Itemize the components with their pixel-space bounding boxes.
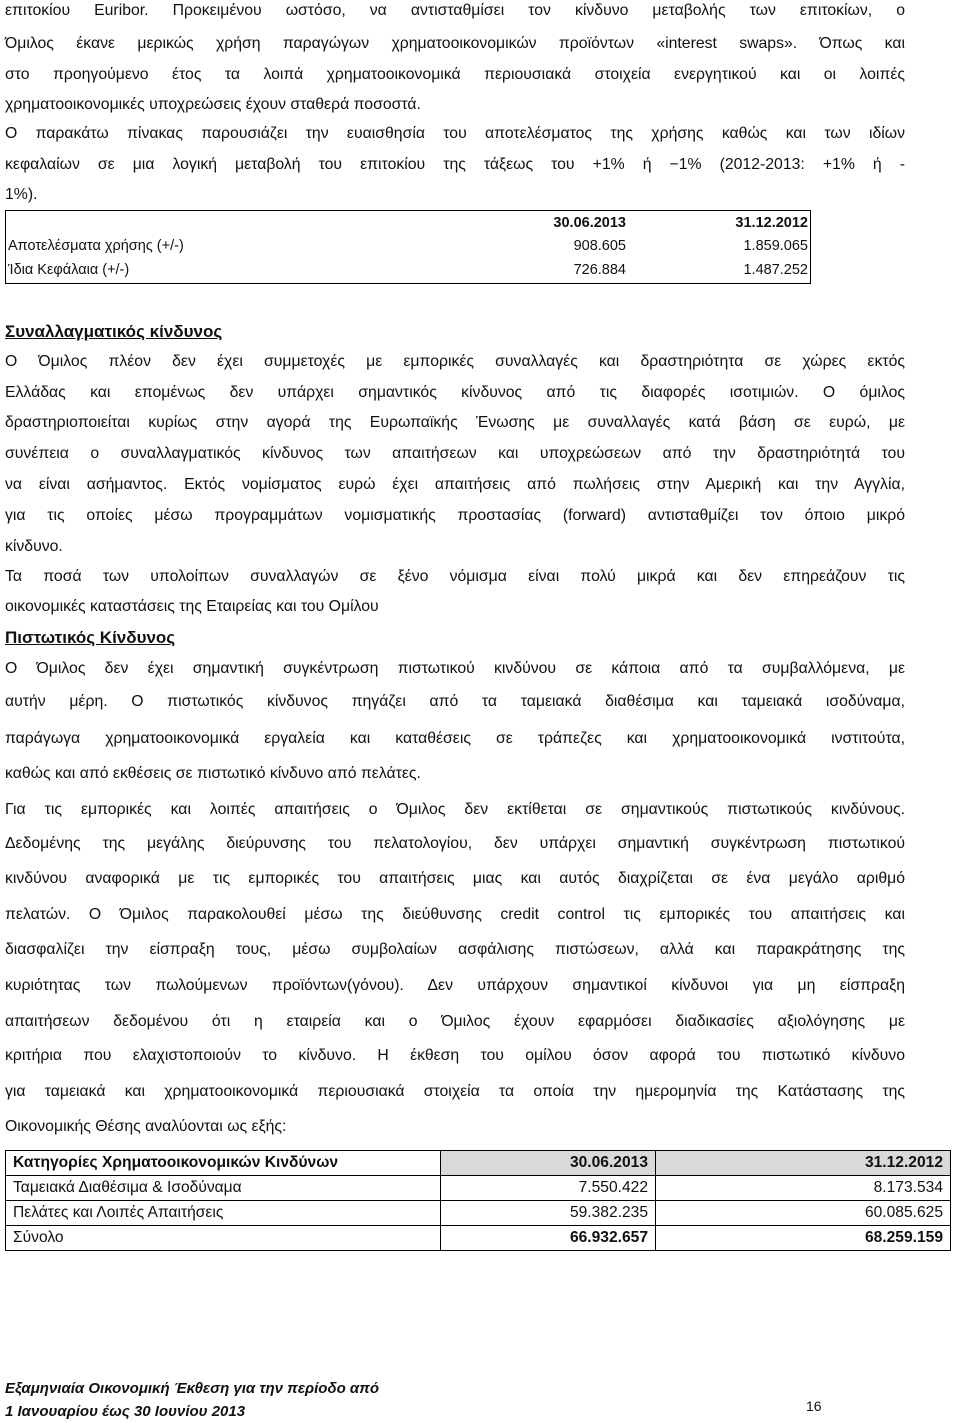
paragraph-line: Ο παρακάτω πίνακας παρουσιάζει την ευαισθησία του αποτελέσματος της χρήσης καθώς και των ιδίων — [5, 125, 905, 142]
paragraph-line: καθώς και από εκθέσεις σε πιστωτικό κίνδυνο από πελάτες. — [5, 765, 421, 782]
paragraph-line: συνέπεια ο συναλλαγματικός κίνδυνος των απαιτήσεων και υποχρεώσεων από την δραστηριότητά του — [5, 445, 905, 462]
paragraph-line: παράγωγα χρηματοοικονομικά εργαλεία και καταθέσεις σε τράπεζες και χρηματοοικονομικά ινστιτούτα, — [5, 730, 905, 747]
paragraph-line: στο προηγούμενο έτος τα λοιπά χρηματοοικονομικά περιουσιακά στοιχεία ενεργητικού και οι λοιπές — [5, 66, 905, 83]
paragraph-line: Ο Όμιλος πλέον δεν έχει συμμετοχές με εμπορικές συναλλαγές και δραστηριότητα σε χώρες εκτός — [5, 353, 905, 370]
cell-value: 908.605 — [573, 238, 626, 254]
paragraph-line: χρηματοοικονομικές υποχρεώσεις έχουν σταθερά ποσοστά. — [5, 96, 421, 113]
paragraph-line: διασφαλίζει την είσπραξη τους, μέσω συμβολαίων ασφάλισης πιστώσεων, αλλά και παρακράτησης της — [5, 941, 905, 958]
table-row — [6, 259, 810, 281]
section-title-credit-risk: Πιστωτικός Κίνδυνος — [5, 628, 176, 647]
cell-value: 1.487.252 — [743, 262, 808, 278]
paragraph-line: Ο Όμιλος δεν έχει σημαντική συγκέντρωση πιστωτικού κινδύνου σε κάποια από τα συμβαλλόμενα, με — [5, 660, 905, 677]
column-header: 30.06.2013 — [441, 1151, 656, 1176]
paragraph-line: να είναι ασήμαντος. Εκτός νομίσματος ευρώ έχει απαιτήσεις από πωλήσεις στην Αμερική και την Αγγλία, — [5, 476, 905, 493]
paragraph-line: επιτοκίου Euribor. Προκειμένου ωστόσο, να αντισταθμίσει τον κίνδυνο μεταβολής των επιτοκίων, ο — [5, 2, 905, 19]
risk-categories-table — [5, 1150, 951, 1251]
table-row — [6, 1201, 951, 1226]
footer-report-period: 1 Ιανουαρίου έως 30 Ιουνίου 2013 — [5, 1403, 246, 1420]
table-row — [6, 235, 810, 257]
paragraph-line: δραστηριοποιείται κυρίως στην αγορά της Ευρωπαϊκής Ένωσης με συναλλαγές κατά βάση σε ευρώ, με — [5, 414, 905, 431]
cell-value: 7.550.422 — [441, 1176, 656, 1201]
paragraph-line: πελατών. Ο Όμιλος παρακολουθεί μέσω της διεύθυνσης credit control τις εμπορικές του απαιτήσεις και — [5, 906, 905, 923]
cell-value: 59.382.235 — [441, 1201, 656, 1226]
paragraph-line: αυτήν μέρη. Ο πιστωτικός κίνδυνος πηγάζει από τα ταμειακά διαθέσιμα και ταμειακά ισοδύναμα, — [5, 693, 905, 710]
cell-value: 726.884 — [573, 262, 626, 278]
table-total-row — [6, 1226, 951, 1251]
cell-value: 68.259.159 — [656, 1226, 951, 1251]
row-label: Πελάτες και Λοιπές Απαιτήσεις — [6, 1201, 441, 1226]
paragraph-line: κυριότητας των πωλούμενων προϊόντων(γόνου). Δεν υπάρχουν σημαντικοί κίνδυνοι για μη είσπραξη — [5, 977, 905, 994]
paragraph-line: Όμιλος έκανε μερικώς χρήση παραγώγων χρηματοοικονομικών προϊόντων «interest swaps». Όπως και — [5, 35, 905, 52]
cell-value: 66.932.657 — [441, 1226, 656, 1251]
paragraph-line: απαιτήσεων δεδομένου ότι η εταιρεία και ο Όμιλος έχουν εφαρμόσει διαδικασίες αξιολόγησης με — [5, 1013, 905, 1030]
table-header-row — [6, 212, 810, 234]
page-number: 16 — [806, 1398, 822, 1414]
paragraph-line: Τα ποσά των υπολοίπων συναλλαγών σε ξένο νόμισμα είναι πολύ μικρά και δεν επηρεάζουν τις — [5, 568, 905, 585]
paragraph-line: οικονομικές καταστάσεις της Εταιρείας και του Ομίλου — [5, 598, 379, 615]
paragraph-line: Ελλάδας και επομένως δεν υπάρχει σημαντικός κίνδυνος από τις διαφορές ισοτιμιών. Ο όμιλος — [5, 384, 905, 401]
table-header-row — [6, 1151, 951, 1176]
paragraph-line: 1%). — [5, 186, 38, 203]
table-row — [6, 1176, 951, 1201]
row-label: Αποτελέσματα χρήσης (+/-) — [8, 238, 184, 254]
paragraph-line: για ταμειακά και χρηματοοικονομικά περιουσιακά στοιχεία τα οποία την ημερομηνία της Κατάστασης της — [5, 1083, 905, 1100]
row-label: Ίδια Κεφάλαια (+/-) — [8, 262, 130, 278]
column-header: Κατηγορίες Χρηματοοικονομικών Κινδύνων — [6, 1151, 441, 1176]
paragraph-line: κίνδυνο. — [5, 538, 63, 555]
footer-report-title: Εξαμηνιαία Οικονομική Έκθεση για την περίοδο από — [5, 1380, 380, 1397]
row-label: Ταμειακά Διαθέσιμα & Ισοδύναμα — [6, 1176, 441, 1201]
cell-value: 1.859.065 — [743, 238, 808, 254]
cell-value: 8.173.534 — [656, 1176, 951, 1201]
row-label: Σύνολο — [6, 1226, 441, 1251]
paragraph-line: Για τις εμπορικές και λοιπές απαιτήσεις ο Όμιλος δεν εκτίθεται σε σημαντικούς πιστωτικούς κινδύνους. — [5, 801, 905, 818]
column-header: 31.12.2012 — [656, 1151, 951, 1176]
sensitivity-table — [5, 210, 811, 284]
cell-value: 60.085.625 — [656, 1201, 951, 1226]
section-title-fx-risk: Συναλλαγματικός κίνδυνος — [5, 322, 223, 341]
paragraph-line: Δεδομένης της μεγάλης διεύρυνσης του πελατολογίου, δεν υπάρχει σημαντική συγκέντρωση πιστωτικού — [5, 835, 905, 852]
paragraph-line: Οικονομικής Θέσης αναλύονται ως εξής: — [5, 1118, 287, 1135]
column-header: 30.06.2013 — [553, 215, 626, 231]
column-header: 31.12.2012 — [735, 215, 808, 231]
paragraph-line: για τις οποίες μέσω προγραμμάτων νομισματικής προστασίας (forward) αντισταθμίζει τον όποιο μικρό — [5, 507, 905, 524]
paragraph-line: κινδύνου αναφορικά με τις εμπορικές του απαιτήσεις μιας και αυτός διαχρίζεται σε ένα μεγάλο αριθμό — [5, 870, 905, 887]
paragraph-line: κεφαλαίων σε μια λογική μεταβολή του επιτοκίου της τάξεως του +1% ή −1% (2012-2013: +1% ή - — [5, 156, 905, 173]
paragraph-line: κριτήρια που ελαχιστοποιούν το κίνδυνο. Η έκθεση του ομίλου όσον αφορά του πιστωτικό κίνδυνο — [5, 1047, 905, 1064]
